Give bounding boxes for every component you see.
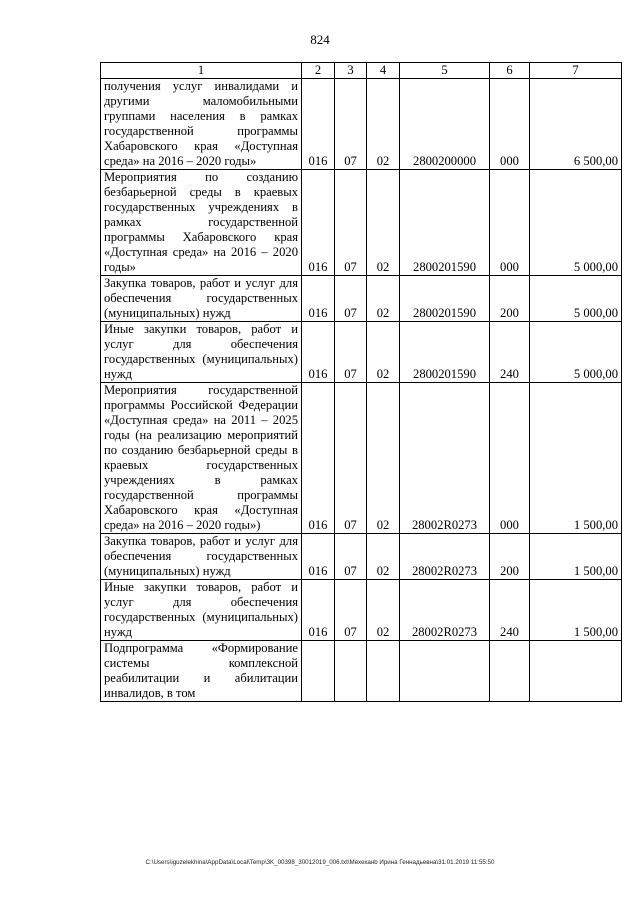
cell-expense-type: 000 xyxy=(490,170,530,276)
column-header-7: 7 xyxy=(530,63,622,79)
row-name: Закупка товаров, работ и услуг для обеспечения государственных (муниципальных) нужд xyxy=(101,534,302,580)
cell-target-article: 28002R0273 xyxy=(400,383,490,534)
file-path-footer: C:\Users\iguzelekhina\AppData\Local\Temp\3K_00398_30012019_006.txt\Мехеханb Ирина Геннадьевна\31.01.2019 11:55:50 xyxy=(145,859,495,866)
cell-target-article: 2800201590 xyxy=(400,276,490,322)
cell-ministry: 016 xyxy=(302,322,335,383)
cell-expense-type: 200 xyxy=(490,276,530,322)
row-name: Мероприятия государственной программы Российской Федерации «Доступная среда» на 2011 – 2025 годы (на реализацию мероприятий по созданию безбарьерной среды в краевых государственных учреждениях в рамках государственной программы Хабаровского края «Доступная среда» на 2016 – 2020 годы») xyxy=(101,383,302,534)
column-header-1: 1 xyxy=(101,63,302,79)
cell-ministry: 016 xyxy=(302,534,335,580)
table-header xyxy=(101,63,622,79)
cell-section: 07 xyxy=(335,79,367,170)
cell-section: 07 xyxy=(335,383,367,534)
cell-subsection: 02 xyxy=(367,170,400,276)
row-name: Иные закупки товаров, работ и услуг для обеспечения государственных (муниципальных) нужд xyxy=(101,322,302,383)
column-header-2: 2 xyxy=(302,63,335,79)
cell-amount xyxy=(530,641,622,702)
cell-amount: 1 500,00 xyxy=(530,383,622,534)
cell-subsection: 02 xyxy=(367,383,400,534)
table-row xyxy=(101,534,622,580)
cell-expense-type: 000 xyxy=(490,79,530,170)
table-row xyxy=(101,322,622,383)
cell-subsection xyxy=(367,641,400,702)
cell-target-article: 28002R0273 xyxy=(400,534,490,580)
cell-amount: 6 500,00 xyxy=(530,79,622,170)
column-header-4: 4 xyxy=(367,63,400,79)
cell-ministry xyxy=(302,641,335,702)
page-number: 824 xyxy=(310,32,330,47)
cell-expense-type: 000 xyxy=(490,383,530,534)
cell-section: 07 xyxy=(335,580,367,641)
column-header-5: 5 xyxy=(400,63,490,79)
cell-expense-type: 200 xyxy=(490,534,530,580)
cell-amount: 1 500,00 xyxy=(530,580,622,641)
cell-section: 07 xyxy=(335,276,367,322)
cell-amount: 5 000,00 xyxy=(530,322,622,383)
cell-subsection: 02 xyxy=(367,322,400,383)
header-row xyxy=(101,63,622,79)
cell-ministry: 016 xyxy=(302,79,335,170)
cell-ministry: 016 xyxy=(302,276,335,322)
column-header-6: 6 xyxy=(490,63,530,79)
cell-section: 07 xyxy=(335,534,367,580)
table-row xyxy=(101,641,622,702)
cell-ministry: 016 xyxy=(302,170,335,276)
cell-subsection: 02 xyxy=(367,580,400,641)
cell-section: 07 xyxy=(335,170,367,276)
cell-subsection: 02 xyxy=(367,534,400,580)
table-row xyxy=(101,79,622,170)
cell-section: 07 xyxy=(335,322,367,383)
cell-target-article: 2800201590 xyxy=(400,322,490,383)
cell-ministry: 016 xyxy=(302,580,335,641)
table-row xyxy=(101,276,622,322)
cell-amount: 5 000,00 xyxy=(530,276,622,322)
cell-amount: 1 500,00 xyxy=(530,534,622,580)
table-row xyxy=(101,170,622,276)
cell-subsection: 02 xyxy=(367,276,400,322)
cell-expense-type xyxy=(490,641,530,702)
row-name: Подпрограмма «Формирование системы комплексной реабилитации и абилитации инвалидов, в том xyxy=(101,641,302,702)
cell-ministry: 016 xyxy=(302,383,335,534)
cell-section xyxy=(335,641,367,702)
row-name: Закупка товаров, работ и услуг для обеспечения государственных (муниципальных) нужд xyxy=(101,276,302,322)
table-row xyxy=(101,580,622,641)
table-row xyxy=(101,383,622,534)
cell-target-article: 2800201590 xyxy=(400,170,490,276)
budget-table xyxy=(100,62,622,702)
cell-target-article xyxy=(400,641,490,702)
row-name: получения услуг инвалидами и другими маломобильными группами населения в рамках государственной программы Хабаровского края «Доступная среда» на 2016 – 2020 годы» xyxy=(101,79,302,170)
cell-subsection: 02 xyxy=(367,79,400,170)
cell-expense-type: 240 xyxy=(490,580,530,641)
cell-target-article: 2800200000 xyxy=(400,79,490,170)
cell-target-article: 28002R0273 xyxy=(400,580,490,641)
cell-amount: 5 000,00 xyxy=(530,170,622,276)
column-header-3: 3 xyxy=(335,63,367,79)
row-name: Мероприятия по созданию безбарьерной среды в краевых государственных учреждениях в рамках государственной программы Хабаровского края «Доступная среда» на 2016 – 2020 годы» xyxy=(101,170,302,276)
cell-expense-type: 240 xyxy=(490,322,530,383)
row-name: Иные закупки товаров, работ и услуг для обеспечения государственных (муниципальных) нужд xyxy=(101,580,302,641)
table-body xyxy=(101,79,622,702)
